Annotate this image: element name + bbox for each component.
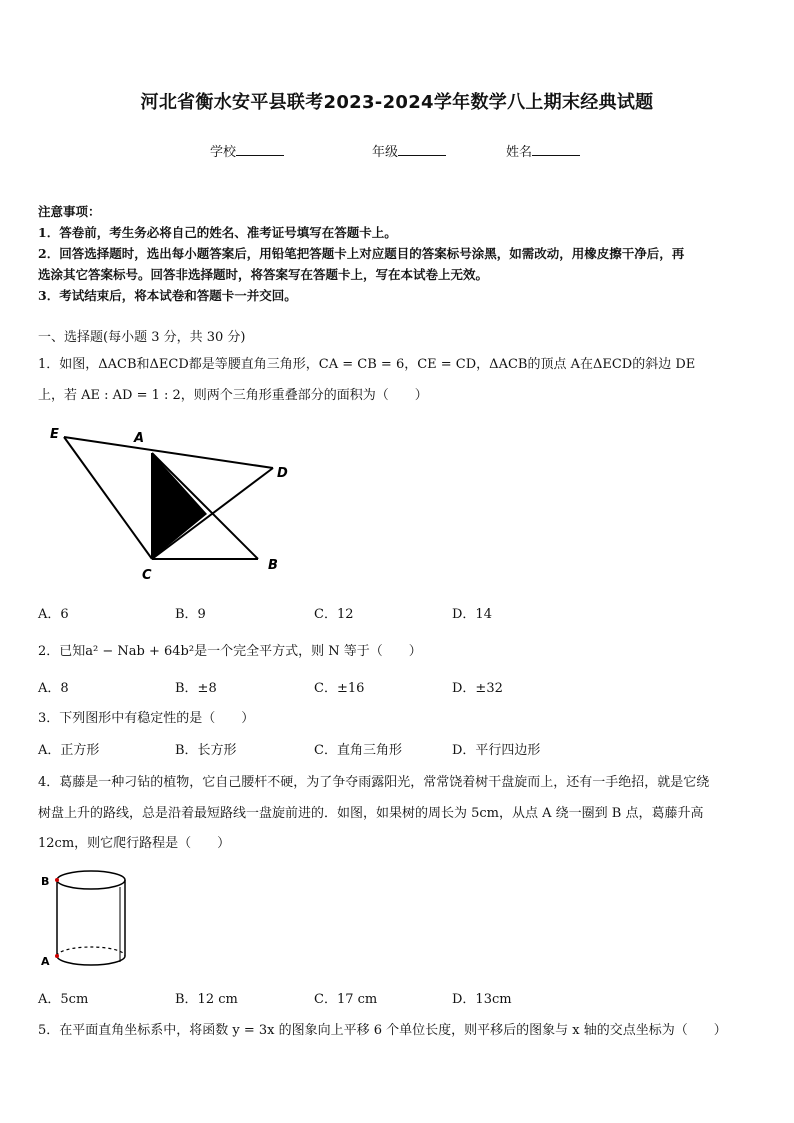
q3-text: 3．下列图形中有稳定性的是（ ） (38, 711, 255, 726)
q4-line2: 树盘上升的路线，总是沿着最短路线一盘旋前进的．如图，如果树的周长为 5cm，从点 A 绕一圈到 B 点，葛藤升高 (38, 806, 704, 821)
school-field (210, 141, 284, 160)
point-A (55, 954, 59, 958)
label-A: A (41, 955, 50, 968)
q3-option-d[interactable]: D．平行四边形 (452, 743, 541, 758)
q1-line2: 上，若 AE : AD = 1 : 2，则两个三角形重叠部分的面积为（ ） (38, 388, 428, 403)
cylinder-bottom-front (57, 956, 125, 965)
overlap-region (152, 453, 207, 559)
name-blank[interactable] (532, 143, 580, 156)
label-D: D (277, 466, 288, 481)
notice-heading: 注意事项： (38, 204, 101, 219)
grade-blank[interactable] (398, 143, 446, 156)
q3-option-b[interactable]: B．长方形 (175, 743, 237, 758)
q4-option-d[interactable]: D．13cm (452, 992, 512, 1007)
q2-option-a[interactable]: A．8 (38, 681, 69, 696)
page-title: 河北省衡水安平县联考2023-2024学年数学八上期末经典试题 (140, 92, 654, 113)
q1-line1: 1．如图，ΔACB和ΔECD都是等腰直角三角形，CA = CB = 6，CE = CD，ΔACB的顶点 A在ΔECD的斜边 DE (38, 357, 696, 372)
q1-option-d[interactable]: D．14 (452, 607, 492, 622)
cylinder-top (57, 871, 125, 889)
point-B (55, 878, 59, 882)
school-blank[interactable] (236, 143, 284, 156)
label-A: A (134, 431, 145, 446)
section-heading: 一、选择题(每小题 3 分，共 30 分) (38, 330, 246, 345)
q3-option-c[interactable]: C．直角三角形 (314, 743, 402, 758)
q1-option-a[interactable]: A．6 (38, 607, 69, 622)
q1-option-c[interactable]: C．12 (314, 607, 354, 622)
q5-text: 5．在平面直角坐标系中，将函数 y = 3x 的图象向上平移 6 个单位长度，则平移后的图象与 x 轴的交点坐标为（ ） (38, 1023, 727, 1038)
q4-line1: 4．葛藤是一种刁钻的植物，它自己腰杆不硬，为了争夺雨露阳光，常常饶着树干盘旋而上，还有一手绝招，就是它绕 (38, 775, 710, 790)
grade-label: 年级 (372, 145, 399, 160)
notice-item-3: 3．考试结束后，将本试卷和答题卡一并交回。 (38, 288, 297, 303)
name-label: 姓名 (506, 145, 533, 160)
q4-option-a[interactable]: A．5cm (38, 992, 89, 1007)
q1-figure (40, 420, 300, 585)
q2-option-b[interactable]: B．±8 (175, 681, 217, 696)
q4-option-b[interactable]: B．12 cm (175, 992, 238, 1007)
segment-EC (64, 437, 152, 559)
cylinder-bottom-back (57, 947, 125, 956)
label-B: B (41, 875, 50, 888)
q1-option-b[interactable]: B．9 (175, 607, 206, 622)
q2-option-c[interactable]: C．±16 (314, 681, 365, 696)
label-E: E (50, 427, 59, 442)
label-B: B (268, 558, 278, 573)
notice-item-2: 2．回答选择题时，选出每小题答案后，用铅笔把答题卡上对应题目的答案标号涂黑，如需改动，用橡皮擦干净后，再 (38, 246, 685, 261)
name-field (506, 141, 580, 160)
notice-item-1: 1．答卷前，考生务必将自己的姓名、准考证号填写在答题卡上。 (38, 225, 397, 240)
q4-option-c[interactable]: C．17 cm (314, 992, 378, 1007)
notice-item-2-cont: 选涂其它答案标号。回答非选择题时，将答案写在答题卡上，写在本试卷上无效。 (38, 267, 489, 282)
q3-option-a[interactable]: A．正方形 (38, 743, 100, 758)
q2-option-d[interactable]: D．±32 (452, 681, 503, 696)
q4-line3: 12cm，则它爬行路程是（ ） (38, 836, 231, 851)
school-label: 学校 (210, 145, 237, 160)
segment-ED (64, 437, 273, 468)
grade-field (372, 141, 446, 160)
label-C: C (142, 568, 152, 583)
q2-text: 2．已知a² − Nab + 64b²是一个完全平方式，则 N 等于（ ） (38, 644, 422, 659)
q4-cylinder-figure (38, 865, 138, 975)
